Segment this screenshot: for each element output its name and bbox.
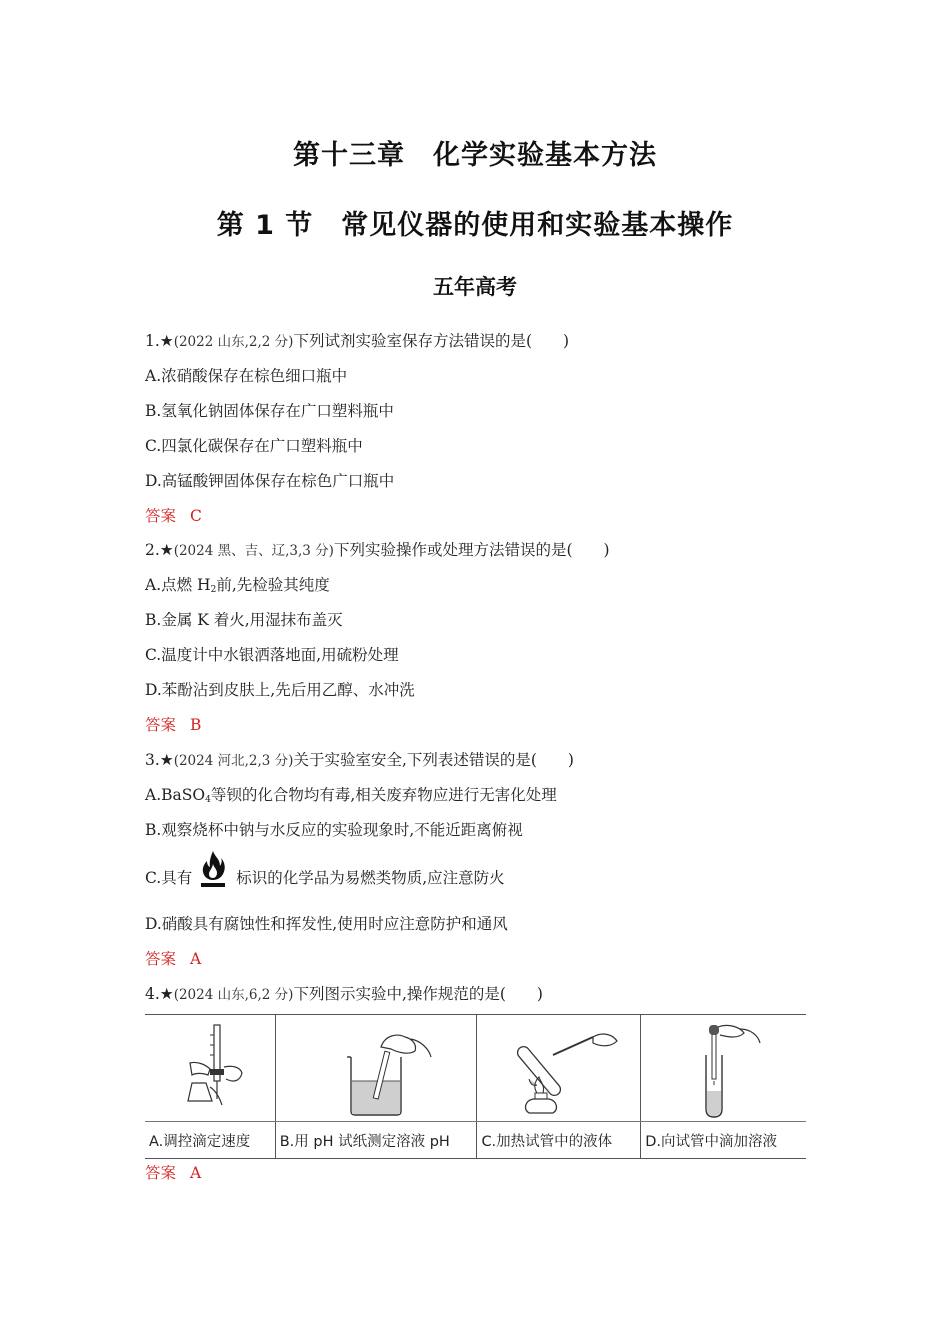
q2-option-a: A.点燃 $H_2$前,先检验其纯度 xyxy=(145,576,330,595)
chapter-title: 第十三章 化学实验基本方法 xyxy=(293,140,657,171)
caption-c: C.加热试管中的液体 xyxy=(477,1122,641,1159)
question-source: (2024 山东,6,2 分) xyxy=(173,987,294,1003)
answer-label: 答案 xyxy=(145,950,177,968)
question-1-stem: 1.★(2022 山东,2,2 分)下列试剂实验室保存方法错误的是( ) xyxy=(145,332,570,350)
flammable-icon xyxy=(198,849,228,889)
dropping-into-test-tube-illustration xyxy=(646,1021,801,1121)
answer-value: C xyxy=(190,507,202,525)
question-source: (2024 黑、吉、辽,3,3 分) xyxy=(173,543,334,559)
q1-option-a: A.浓硝酸保存在棕色细口瓶中 xyxy=(145,367,348,385)
star-icon: ★ xyxy=(159,541,174,559)
answer-value: B xyxy=(190,716,202,734)
ph-paper-beaker-illustration xyxy=(281,1021,471,1121)
caption-b: B.用 pH 试纸测定溶液 pH xyxy=(275,1122,477,1159)
figure-cell-b xyxy=(275,1015,477,1122)
burette-titration-illustration xyxy=(150,1021,270,1121)
q3-option-b: B.观察烧杯中钠与水反应的实验现象时,不能近距离俯视 xyxy=(145,821,523,839)
subsection-title: 五年高考 xyxy=(433,275,517,299)
q1-option-b: B.氢氧化钠固体保存在广口塑料瓶中 xyxy=(145,402,394,420)
section-title: 第 1 节 常见仪器的使用和实验基本操作 xyxy=(216,210,734,241)
q3-option-a: A.BaSO$_4$等钡的化合物均有毒,相关废弃物应进行无害化处理 xyxy=(145,786,557,805)
q3-option-d: D.硝酸具有腐蚀性和挥发性,使用时应注意防护和通风 xyxy=(145,915,508,933)
caption-a: A.调控滴定速度 xyxy=(145,1122,275,1159)
question-2-stem: 2.★(2024 黑、吉、辽,3,3 分)下列实验操作或处理方法错误的是( ) xyxy=(145,541,610,559)
operations-figure-table xyxy=(145,1014,806,1159)
answer-value: A xyxy=(190,950,202,968)
q2-option-c: C.温度计中水银洒落地面,用硫粉处理 xyxy=(145,646,399,664)
heating-test-tube-illustration xyxy=(481,1021,636,1121)
caption-d: D.向试管中滴加溶液 xyxy=(641,1122,806,1159)
answer-label: 答案 xyxy=(145,1164,177,1182)
figure-cell-c xyxy=(477,1015,641,1122)
q3-option-c: C.具有 标识的化学品为易燃类物质,应注意防火 xyxy=(145,849,505,900)
q2-option-b: B.金属 K 着火,用湿抹布盖灭 xyxy=(145,611,343,629)
question-3-stem: 3.★(2024 河北,2,3 分)关于实验室安全,下列表述错误的是( ) xyxy=(145,751,574,769)
question-4-stem: 4.★(2024 山东,6,2 分)下列图示实验中,操作规范的是( ) xyxy=(145,985,543,1003)
answer-label: 答案 xyxy=(145,716,177,734)
q1-option-d: D.高锰酸钾固体保存在棕色广口瓶中 xyxy=(145,472,395,490)
q4-answer xyxy=(145,1163,201,1183)
figure-cell-d xyxy=(641,1015,806,1122)
q3-answer xyxy=(145,949,201,969)
q2-option-d: D.苯酚沾到皮肤上,先后用乙醇、水冲洗 xyxy=(145,681,415,699)
star-icon: ★ xyxy=(159,751,174,769)
question-source: (2022 山东,2,2 分) xyxy=(173,334,294,350)
figure-cell-a xyxy=(145,1015,275,1122)
question-source: (2024 河北,2,3 分) xyxy=(173,753,294,769)
q1-option-c: C.四氯化碳保存在广口塑料瓶中 xyxy=(145,437,363,455)
q2-answer xyxy=(145,715,201,735)
answer-label: 答案 xyxy=(145,507,177,525)
q1-answer xyxy=(145,506,202,526)
star-icon: ★ xyxy=(159,332,174,350)
star-icon: ★ xyxy=(159,985,174,1003)
answer-value: A xyxy=(190,1164,202,1182)
